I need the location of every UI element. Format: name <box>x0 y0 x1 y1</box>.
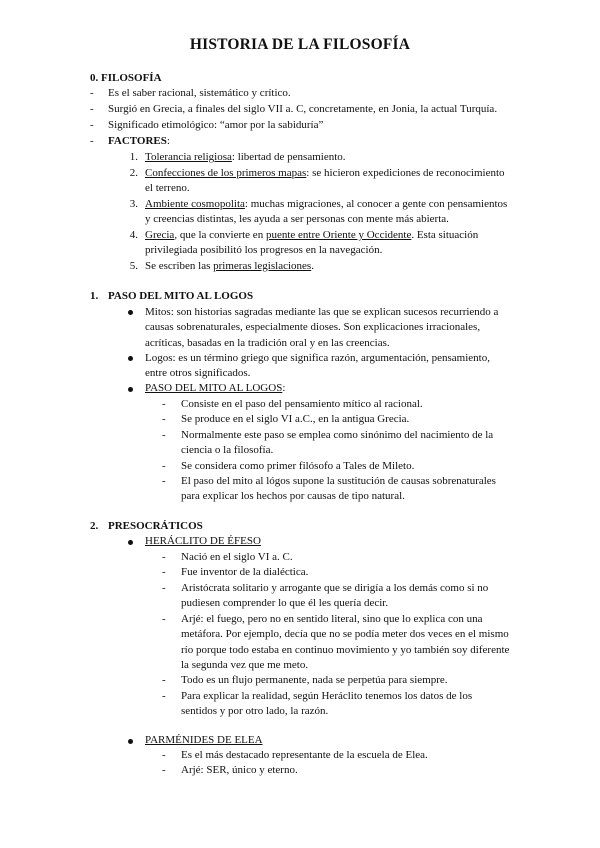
mitos-label: Mitos <box>145 306 171 318</box>
list-item-text: Arjé: SER, único y eterno. <box>181 764 298 776</box>
factor-term: Ambiente cosmopolita <box>145 198 245 210</box>
factor-term-secondary: puente entre Oriente y Occidente <box>265 229 412 241</box>
bullet-dot <box>128 310 133 315</box>
dash-bullet: - <box>162 690 166 702</box>
item-number: 4. <box>129 229 138 241</box>
parmenides-label: PARMÉNIDES DE ELEA <box>145 734 263 746</box>
factor-description-end: . Esta situación <box>411 229 479 241</box>
dash-bullet: - <box>90 119 94 131</box>
item-number: 1. <box>129 151 138 163</box>
section-heading-filosofia: 0. FILOSOFÍA <box>90 72 162 84</box>
list-item-text: El paso del mito al lógos supone la sustitución de causas sobrenaturales <box>181 475 496 487</box>
list-item-text: Significado etimológico: “amor por la sabiduría” <box>108 119 324 131</box>
list-item-text: Es el saber racional, sistemático y crítico. <box>108 87 291 99</box>
logos-label: Logos <box>145 352 173 364</box>
list-item-text: Se considera como primer filósofo a Tales de Mileto. <box>181 460 415 472</box>
factor-text <box>145 228 478 244</box>
factor-term: primeras legislaciones <box>213 260 312 272</box>
factor-text <box>145 259 314 275</box>
logos-text-continued: entre otros significados. <box>145 367 251 379</box>
bullet-dot <box>128 540 133 545</box>
list-item-text-continued: ciencia o la filosofía. <box>181 444 274 456</box>
factores-label: FACTORES <box>108 135 167 147</box>
list-item-text: Es el más destacado representante de la escuela de Elea. <box>181 749 428 761</box>
dash-bullet: - <box>162 613 166 625</box>
dash-bullet: - <box>162 582 166 594</box>
factor-description: , que la convierte en <box>174 229 266 241</box>
dash-bullet: - <box>162 674 166 686</box>
factor-text-continued: el terreno. <box>145 182 190 194</box>
factores-heading <box>108 134 170 150</box>
paso-label: PASO DEL MITO AL LOGOS <box>145 382 283 394</box>
list-item-text: Para explicar la realidad, según Heráclito tenemos los datos de los <box>181 690 473 702</box>
factor-description: . <box>311 260 314 272</box>
list-item-text: Todo es un flujo permanente, nada se perpetúa para siempre. <box>181 674 448 686</box>
dash-bullet: - <box>90 87 94 99</box>
dash-bullet: - <box>162 551 166 563</box>
list-item-text-continued: la segunda vez que me meto. <box>181 659 309 671</box>
dash-bullet: - <box>162 429 166 441</box>
dash-bullet: - <box>162 413 166 425</box>
mitos-text-continued: acríticas, basadas en la tradición oral y en las creencias. <box>145 337 390 349</box>
factor-term: Grecia <box>145 229 175 241</box>
parmenides-heading <box>145 733 263 749</box>
logos-line <box>145 351 490 367</box>
factor-description: : muchas migraciones, al conocer a gente con pensamientos <box>244 198 508 210</box>
page-title: HISTORIA DE LA FILOSOFÍA <box>189 36 411 53</box>
heraclito-heading <box>145 534 261 550</box>
bullet-dot <box>128 387 133 392</box>
item-number: 2. <box>129 167 138 179</box>
list-item-text: Se produce en el siglo VI a.C., en la antigua Grecia. <box>181 413 410 425</box>
list-item-text: Fue inventor de la dialéctica. <box>181 566 309 578</box>
list-item-text-continued: metáfora. Por ejemplo, decía que no se podía meter dos veces en el mismo <box>181 628 509 640</box>
factor-text <box>145 166 505 182</box>
dash-bullet: - <box>162 398 166 410</box>
list-item-text-continued: para explicar los hechos por causas de tipo natural. <box>181 490 405 502</box>
list-item-text-continued: pudiesen comprender lo que él les quería decir. <box>181 597 389 609</box>
section-heading-paso-mito-logos: PASO DEL MITO AL LOGOS <box>108 290 254 302</box>
item-number: 5. <box>129 260 138 272</box>
list-item-text: Nació en el siglo VI a. C. <box>181 551 293 563</box>
list-item-text: Surgió en Grecia, a finales del siglo VII a. C, concretamente, en Jonia, la actual Turquía. <box>108 103 498 115</box>
dash-bullet: - <box>90 103 94 115</box>
list-item-text-continued: sentidos y por otro lado, la razón. <box>181 705 329 717</box>
list-item-text-continued: río porque todo estaba en continuo movimiento y yo también soy diferente <box>181 644 510 656</box>
factor-description: : se hicieron expediciones de reconocimiento <box>306 167 505 179</box>
list-item-text: Normalmente este paso se emplea como sinónimo del nacimiento de la <box>181 429 494 441</box>
dash-bullet: - <box>90 135 94 147</box>
paso-heading <box>145 381 285 397</box>
factor-prefix: Se escriben las <box>145 260 214 272</box>
mitos-text: : son historias sagradas mediante las que se explican sucesos recurriendo a <box>170 306 499 318</box>
list-item-text: Arjé: el fuego, pero no en sentido literal, sino que lo explica con una <box>181 613 483 625</box>
list-item-text: Aristócrata solitario y arrogante que se dirigía a los demás como si no <box>181 582 489 594</box>
logos-text: : es un término griego que significa razón, argumentación, pensamiento, <box>172 352 490 364</box>
section-number: 1. <box>90 290 99 302</box>
dash-bullet: - <box>162 764 166 776</box>
bullet-dot <box>128 739 133 744</box>
factores-colon: : <box>166 135 170 147</box>
factor-term: Tolerancia religiosa <box>145 151 232 163</box>
item-number: 3. <box>129 198 138 210</box>
dash-bullet: - <box>162 460 166 472</box>
factor-text-continued: y creencias distintas, les ayuda a ser personas con mente más abierta. <box>145 213 449 225</box>
factor-description: : libertad de pensamiento. <box>231 151 346 163</box>
mitos-text-continued: causas sobrenaturales, especialmente dioses. Son explicaciones irracionales, <box>145 321 481 333</box>
factor-term: Confecciones de los primeros mapas <box>145 167 307 179</box>
section-heading-presocraticos: PRESOCRÁTICOS <box>108 520 203 532</box>
bullet-dot <box>128 356 133 361</box>
mitos-line <box>145 305 498 321</box>
section-number: 2. <box>90 520 99 532</box>
factor-text <box>145 197 507 213</box>
list-item-text: Consiste en el paso del pensamiento mítico al racional. <box>181 398 423 410</box>
dash-bullet: - <box>162 566 166 578</box>
factor-text-continued: privilegiada posibilitó los progresos en la navegación. <box>145 244 383 256</box>
dash-bullet: - <box>162 475 166 487</box>
dash-bullet: - <box>162 749 166 761</box>
factor-text <box>145 150 346 166</box>
paso-colon: : <box>282 382 286 394</box>
heraclito-label: HERÁCLITO DE ÉFESO <box>145 535 261 547</box>
